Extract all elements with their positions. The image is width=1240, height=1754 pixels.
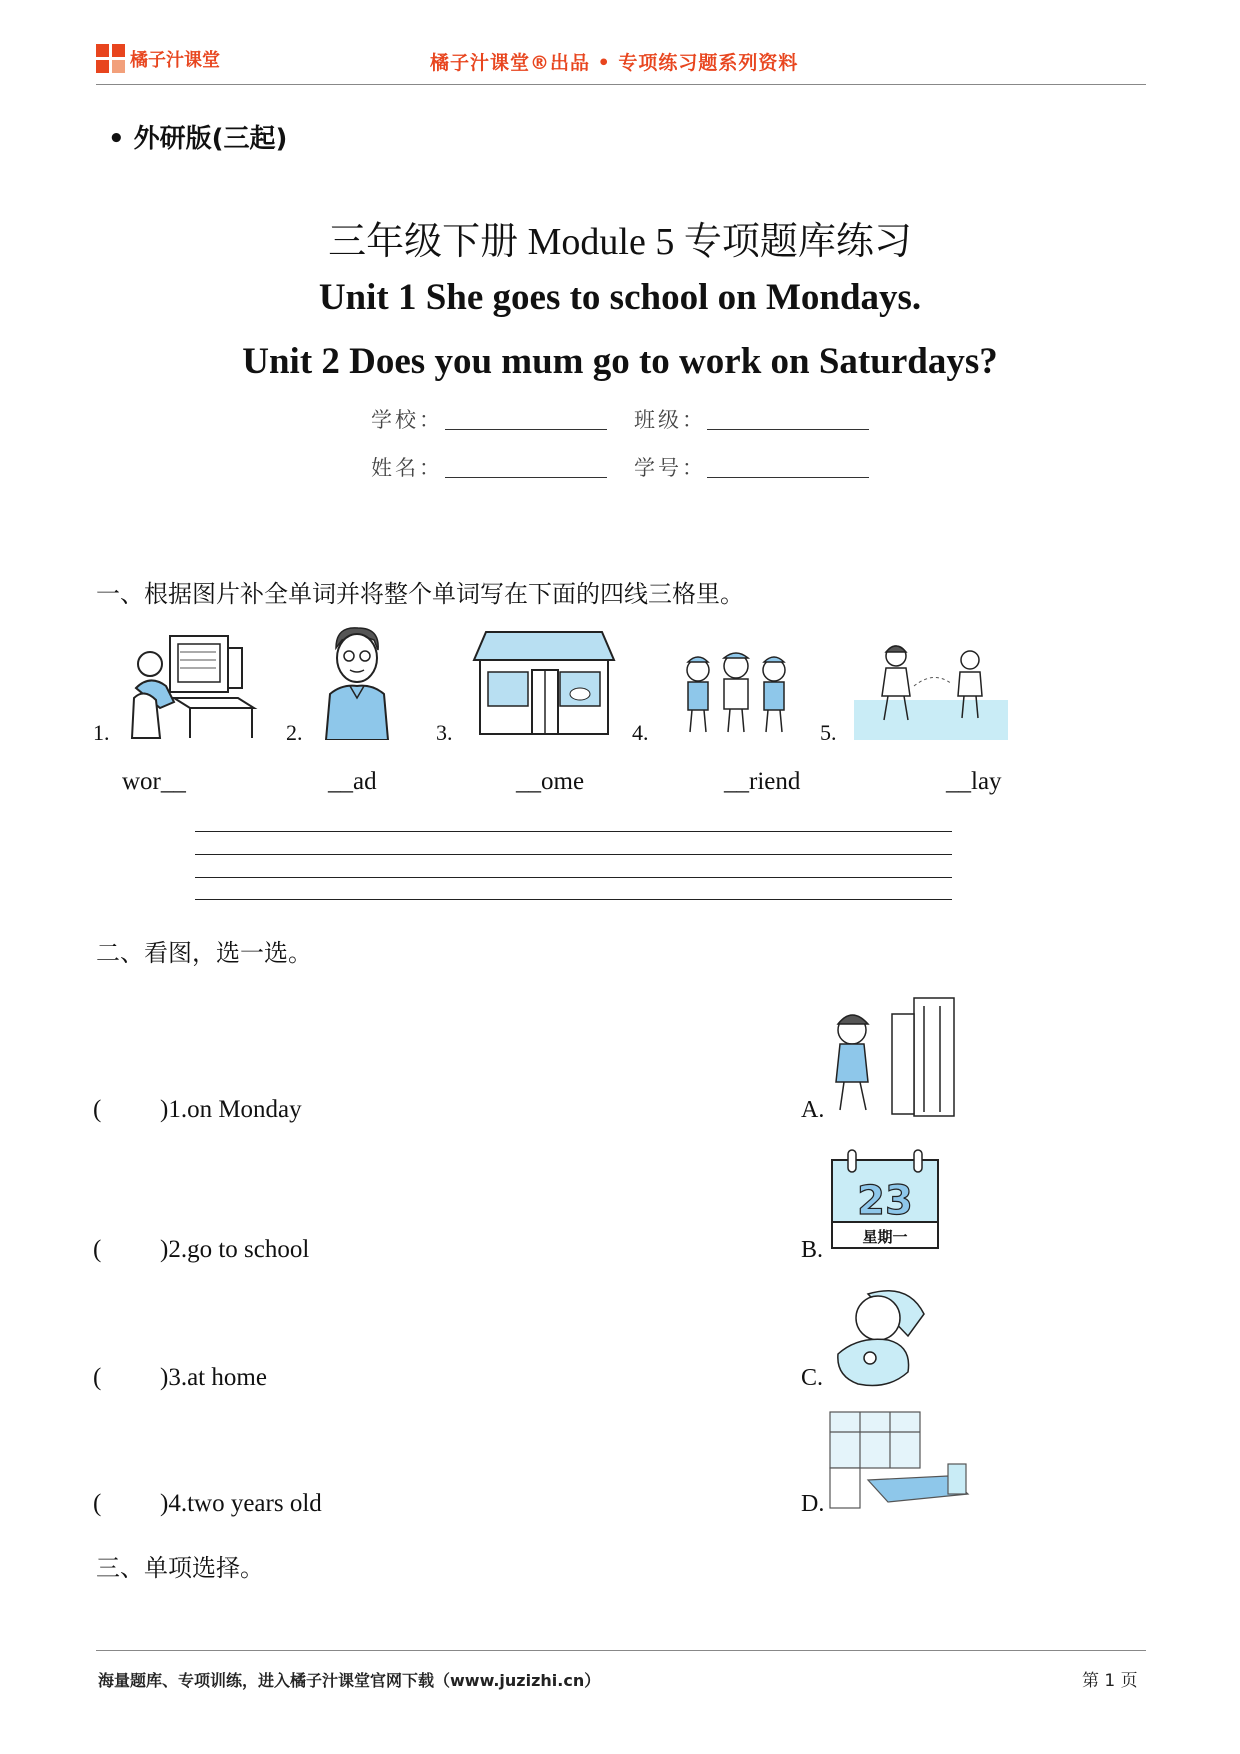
item3-word: __ome [516,768,585,795]
father-icon [322,624,392,740]
question-2: )2.go to school [160,1236,310,1263]
item1-word: wor__ [122,768,186,795]
header-text: 橘子汁课堂®出品 • 专项练习题系列资料 [430,52,799,74]
calendar-icon [828,1146,942,1252]
unit2-title: Unit 2 Does you mum go to work on Saturdays? [242,341,998,382]
question-1-paren: ( [93,1096,102,1123]
question-3-paren: ( [93,1364,102,1391]
number-field[interactable] [707,477,869,478]
name-field[interactable] [445,477,607,478]
item2-word: __ad [328,768,377,795]
question-4-paren: ( [93,1490,102,1517]
class-label: 班级： [634,408,706,432]
footer-divider [96,1650,1146,1651]
item5-number: 5. [820,720,837,745]
school-label: 学校： [371,408,443,432]
computer-icon [130,628,258,740]
item4-number: 4. [632,720,649,745]
footer-text: 海量题库、专项训练，进入橘子汁课堂官网下载（www.juzizhi.cn） [98,1671,601,1690]
page-number: 第 1 页 [1082,1671,1138,1691]
friends-icon [676,648,798,736]
edition-label: • 外研版(三起) [108,124,288,154]
question-1: )1.on Monday [160,1096,302,1123]
school-gate-icon [828,994,956,1118]
writing-line-2 [195,854,952,855]
section1-heading: 一、根据图片补全单词并将整个单词写在下面的四线三格里。 [96,580,744,608]
play-water-icon [854,640,1008,740]
page-title: 三年级下册 Module 5 专项题库练习 [328,221,912,263]
name-label: 姓名： [371,456,443,480]
option-a-label: A. [801,1097,825,1123]
school-field[interactable] [445,429,607,430]
item2-number: 2. [286,720,303,745]
option-b-label: B. [801,1237,824,1263]
question-2-paren: ( [93,1236,102,1263]
writing-line-1[interactable] [195,831,952,832]
class-field[interactable] [707,429,869,430]
house-icon [472,630,616,736]
section3-heading: 三、单项选择。 [96,1554,264,1582]
section2-heading: 二、看图，选一选。 [96,939,312,967]
brand-name: 橘子汁课堂 [130,50,220,71]
header-divider [96,84,1146,85]
item4-word: __riend [724,768,801,795]
unit1-title: Unit 1 She goes to school on Mondays. [318,277,922,318]
question-4: )4.two years old [160,1490,322,1517]
writing-line-4 [195,899,952,900]
option-d-label: D. [801,1491,825,1517]
number-label: 学号： [634,456,706,480]
question-3: )3.at home [160,1364,267,1391]
baby-icon [828,1284,928,1390]
writing-line-3 [195,877,952,878]
bedroom-icon [828,1410,970,1512]
item3-number: 3. [436,720,453,745]
option-c-label: C. [801,1365,824,1391]
logo-icon [96,44,126,74]
item1-number: 1. [93,720,110,745]
calendar-weekday: 星期一 [862,1228,908,1246]
calendar-number: 23 [857,1178,913,1224]
item5-word: __lay [946,768,1002,795]
